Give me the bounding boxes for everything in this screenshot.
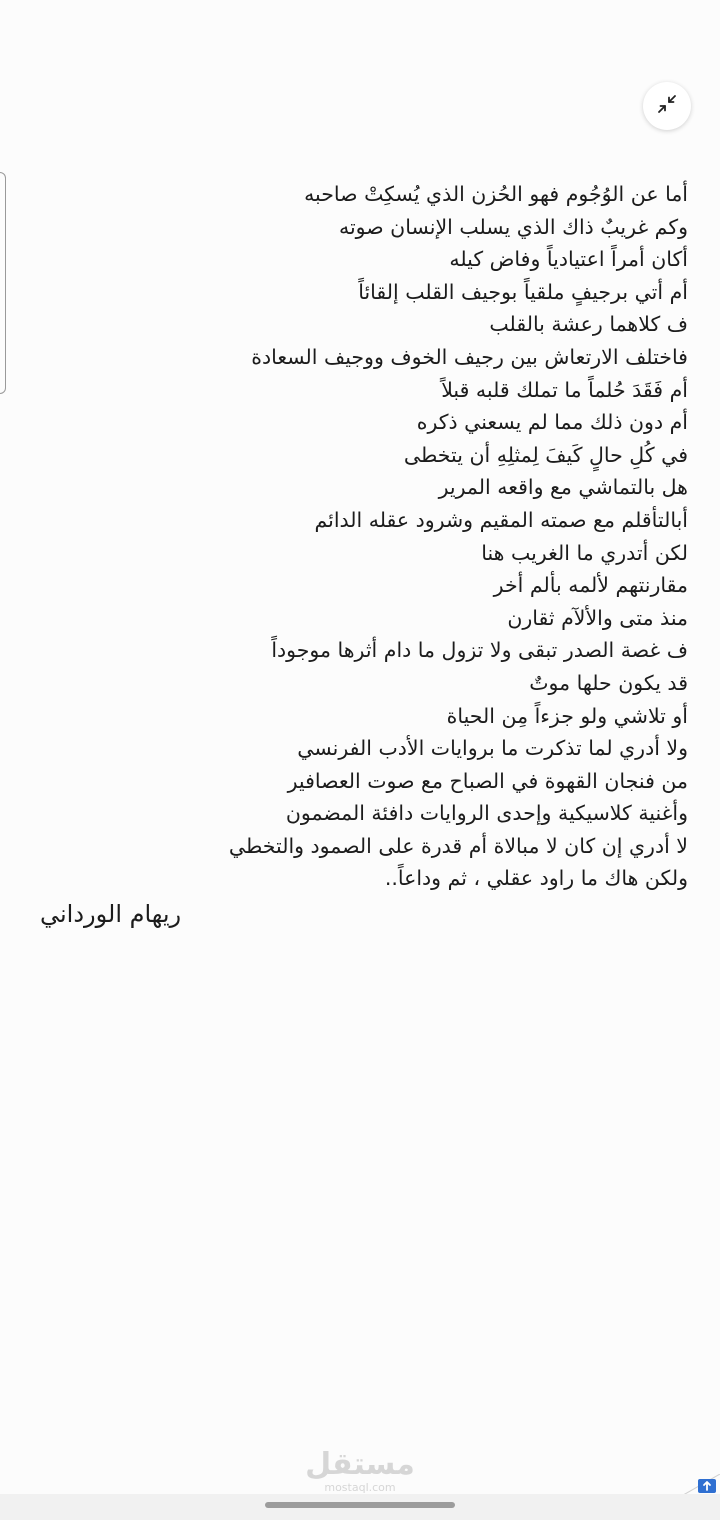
poem-line: لا أدري إن كان لا مبالاة أم قدرة على الصمود والتخطي [228,833,688,858]
poem-text [218,178,688,895]
poem-line: لكن أتدري ما الغريب هنا [481,540,688,565]
poem-line: أو تلاشي ولو جزءاً مِن الحياة [446,703,688,728]
poem-line: قد يكون حلها موتٌ [529,670,688,695]
poem-line: أم دون ذلك مما لم يسعني ذكره [416,410,688,435]
poem-line: أم فَقَدَ حُلماً ما تملك قلبه قبلاً [441,377,688,402]
navigation-bar [0,1494,720,1520]
poem-line: هل بالتماشي مع واقعه المرير [438,475,688,500]
poem-line: أكان أمراً اعتيادياً وفاض كيله [449,247,688,272]
poem-line: ف كلاهما رعشة بالقلب [489,312,688,337]
side-scroll-handle[interactable] [0,172,6,394]
mostaql-watermark [300,1448,420,1494]
poem-line: وأغنية كلاسيكية وإحدى الروايات دافئة المضمون [285,801,688,826]
poem-line: ولا أدري لما تذكرت ما بروايات الأدب الفرنسي [297,736,688,761]
watermark-arabic: مستقل [305,1447,415,1482]
poem-line: ف غصة الصدر تبقى ولا تزول ما دام أثرها موجوداً [271,638,688,663]
collapse-arrows-icon [655,92,679,120]
poem-line: أبالتأقلم مع صمته المقيم وشرود عقله الدائم [314,507,688,532]
poem-line: وكم غريبٌ ذاك الذي يسلب الإنسان صوته [338,214,688,239]
poem-line: أما عن الوُجُوم فهو الحُزن الذي يُسكِتْ صاحبه [304,182,688,206]
watermark-latin: mostaql.com [324,1481,396,1494]
poem-line: منذ متى والألآم ثقارن [507,605,688,630]
poem-line: مقارنتهم لألمه بألم أخر [493,573,688,598]
poem-line: في كُلِ حالٍ كَيفَ لِمثلِهِ أن يتخطى [403,442,688,467]
poem-line: ولكن هاك ما راود عقلي ، ثم وداعاً.. [384,866,688,891]
poem-line: فاختلف الارتعاش بين رجيف الخوف ووجيف السعادة [251,344,688,369]
collapse-button[interactable] [643,82,691,130]
poem-line: من فنجان القهوة في الصباح مع صوت العصافير [287,768,688,793]
poem-line: أم أتي برجيفٍ ملقياً بوجيف القلب إلقائاً [358,279,688,304]
home-indicator[interactable] [265,1502,455,1508]
author-name: ريهام الورداني [40,900,182,928]
